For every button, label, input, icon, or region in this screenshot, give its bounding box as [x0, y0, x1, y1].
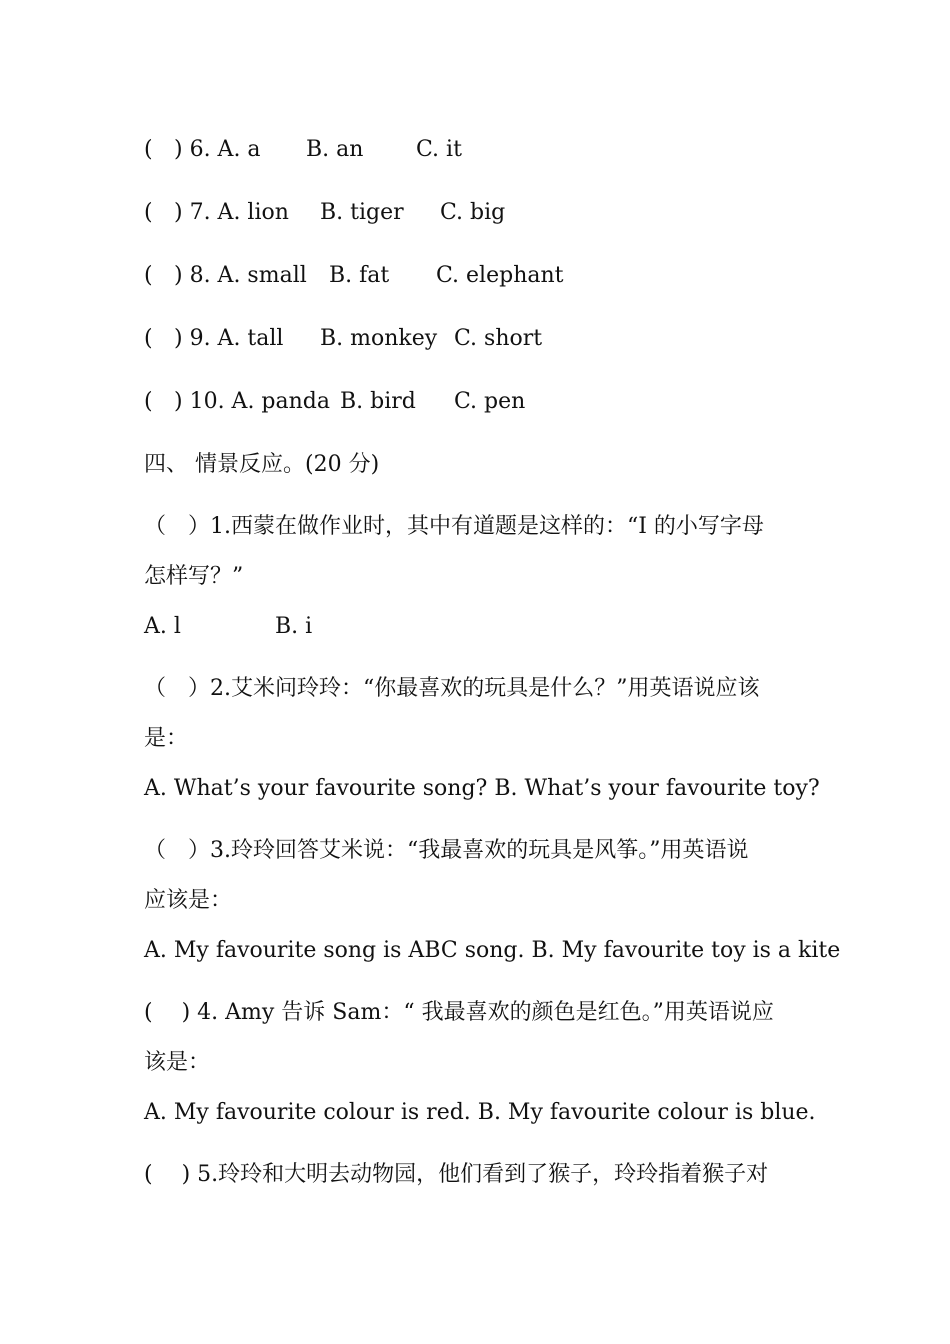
question-4-text: ( ) 4. Amy 告诉 Sam：“ 我最喜欢的颜色是红色。”用英语说应	[144, 1000, 774, 1025]
question-4-options: A. My favourite colour is red. B. My favourite colour is blue.	[144, 1100, 816, 1125]
option-b: B. fat	[329, 263, 390, 288]
question-5-text: ( ) 5.玲玲和大明去动物园，他们看到了猴子，玲玲指着猴子对	[144, 1162, 769, 1187]
option-c: C. pen	[454, 389, 526, 414]
answer-paren: (	[144, 263, 153, 288]
option-c: C. elephant	[436, 263, 564, 288]
question-1-text: （ ）1.西蒙在做作业时，其中有道题是这样的：“I 的小写字母	[144, 514, 764, 539]
question-3-text: （ ）3.玲玲回答艾米说：“我最喜欢的玩具是风筝。”用英语说	[144, 838, 749, 863]
option-b: B. an	[306, 137, 364, 162]
question-3-options: A. My favourite song is ABC song. B. My favourite toy is a kite	[144, 938, 841, 963]
option-a: ) 6. A. a	[174, 137, 261, 162]
question-2-text-cont: 是：	[144, 726, 189, 751]
option-b: B. monkey	[320, 326, 438, 351]
option-a: A. l	[144, 614, 181, 639]
option-c: C. big	[440, 200, 506, 225]
option-b: B. tiger	[320, 200, 404, 225]
option-c: C. short	[454, 326, 543, 351]
option-a: ) 8. A. small	[174, 263, 307, 288]
option-b: B. i	[275, 614, 313, 639]
option-a: ) 7. A. lion	[174, 200, 289, 225]
question-3-text-cont: 应该是：	[144, 888, 233, 913]
question-2-options: A. What’s your favourite song? B. What’s your favourite toy?	[144, 776, 820, 801]
question-1-text-cont: 怎样写？”	[144, 564, 244, 589]
answer-paren: (	[144, 137, 153, 162]
answer-paren: (	[144, 389, 153, 414]
question-4-text-cont: 该是：	[144, 1050, 211, 1075]
option-a: ) 9. A. tall	[174, 326, 284, 351]
option-b: B. bird	[340, 389, 416, 414]
option-a: ) 10. A. panda	[174, 389, 330, 414]
answer-paren: (	[144, 326, 153, 351]
answer-paren: (	[144, 200, 153, 225]
option-c: C. it	[416, 137, 462, 162]
question-2-text: （ ）2.艾米问玲玲：“你最喜欢的玩具是什么？”用英语说应该	[144, 676, 760, 701]
section-heading: 四、 情景反应。(20 分)	[144, 452, 380, 477]
